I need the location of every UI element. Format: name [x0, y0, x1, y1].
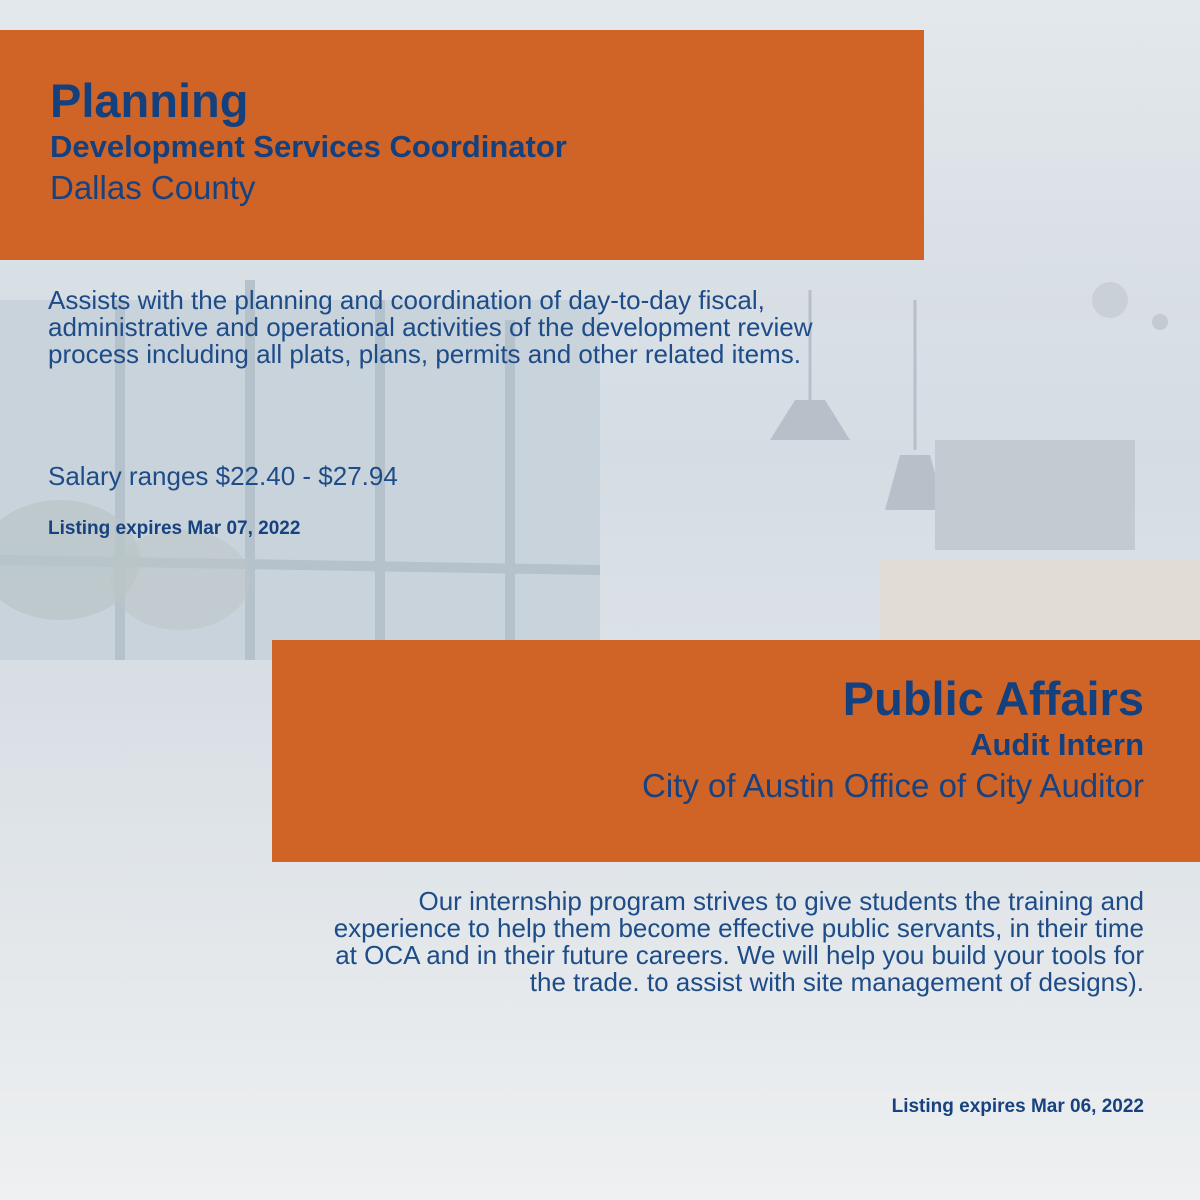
- listing-2-category: Public Affairs: [842, 672, 1144, 725]
- listing-2-organization: City of Austin Office of City Auditor: [642, 767, 1144, 804]
- listing-1-category: Planning: [50, 74, 249, 127]
- listing-1-description: Assists with the planning and coordination of day-to-day fiscal, administrative and operational activities of the development review process including all plats, plans, permits and other related items.: [48, 285, 813, 369]
- listing-1-expiry: Listing expires Mar 07, 2022: [48, 518, 301, 539]
- listing-2-role: Audit Intern: [970, 727, 1144, 762]
- listing-2-banner: [272, 640, 1200, 862]
- listing-1-organization: Dallas County: [50, 169, 256, 206]
- listing-2-expiry: Listing expires Mar 06, 2022: [891, 1096, 1144, 1117]
- listing-1-salary: Salary ranges $22.40 - $27.94: [48, 461, 398, 491]
- listing-2-description: Our internship program strives to give students the training and experience to help them become effective public servants, in their time at OCA and in their future careers. We will help you build your tools for the trade. to assist with site management of designs).: [333, 886, 1144, 997]
- listing-1-banner: [0, 30, 924, 260]
- listing-1-role: Development Services Coordinator: [50, 129, 567, 164]
